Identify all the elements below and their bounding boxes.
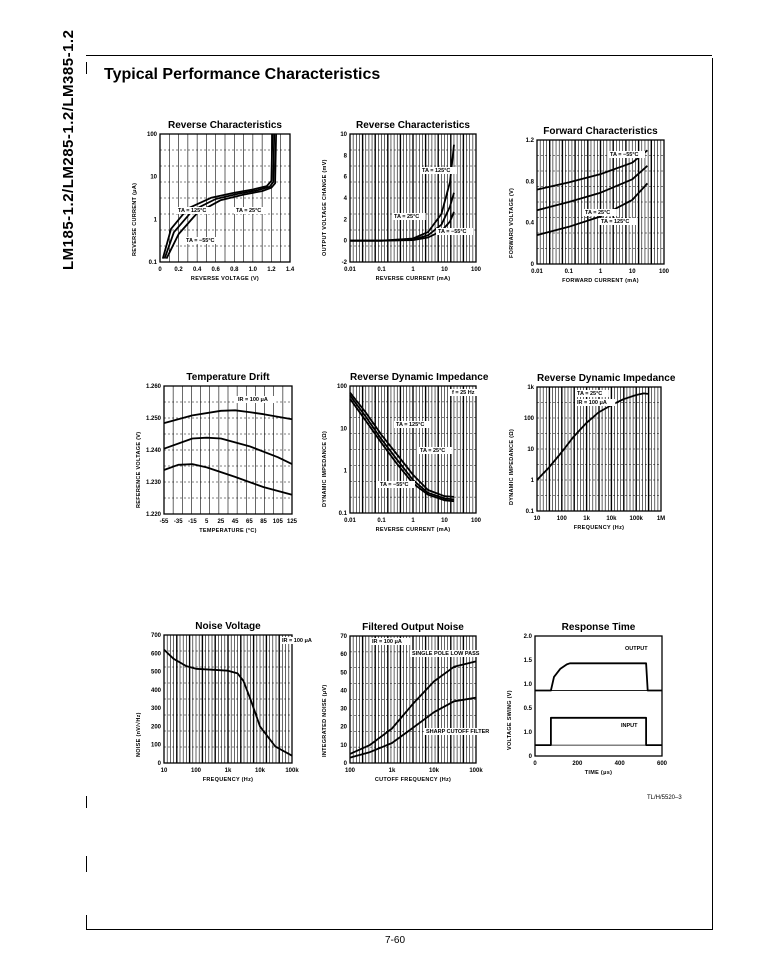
x-tick-label: 1.4 (285, 267, 295, 273)
x-tick-label: 100 (470, 518, 482, 524)
margin-tick (86, 915, 87, 929)
x-tick-label: -15 (188, 519, 197, 525)
series-annotation: INPUT (621, 723, 638, 729)
y-tick-label: 1.230 (145, 480, 161, 486)
chart-svg (505, 372, 705, 572)
y-tick-label: 40 (340, 688, 347, 695)
y-tick-label: 100 (150, 742, 161, 749)
series-annotation: TA = 25°C (420, 448, 446, 454)
chart-noise-voltage (118, 616, 318, 816)
x-tick-label: -55 (159, 519, 169, 525)
chart-svg (118, 616, 318, 816)
chart-reverse-dynamic-impedance-frequency (505, 372, 705, 572)
x-tick-label: 0.6 (211, 267, 220, 273)
y-tick-label: 500 (150, 669, 161, 676)
chart-forward-characteristics (505, 124, 705, 324)
series-annotation: TA = 25°C (236, 208, 262, 214)
figure-id: TL/H/5520–3 (647, 795, 682, 801)
chart-reverse-characteristics-current (322, 120, 522, 320)
x-tick-label: 45 (231, 519, 239, 525)
chart-title: Temperature Drift (186, 372, 270, 383)
page-border-top (86, 55, 712, 56)
y-axis-label: OUTPUT VOLTAGE CHANGE (mV) (322, 159, 328, 256)
chart-reverse-characteristics-voltage (118, 120, 318, 320)
x-tick-label: 10 (441, 267, 448, 273)
y-tick-label: 300 (150, 706, 161, 713)
y-tick-label: 100 (146, 132, 157, 138)
y-axis-label: INTEGRATED NOISE (μV) (322, 684, 328, 757)
chart-svg (322, 120, 522, 320)
series-annotation: TA = 125°C (178, 208, 207, 214)
x-tick-label: 0.8 (230, 267, 239, 273)
series-line (537, 166, 647, 211)
y-tick-label: 8 (343, 153, 347, 160)
x-tick-label: 1k (583, 516, 590, 522)
y-tick-label: 1k (527, 385, 534, 391)
y-tick-label: 1.220 (145, 512, 161, 518)
y-tick-label: 100 (523, 416, 534, 422)
y-tick-label: 1.0 (523, 730, 532, 736)
x-tick-label: 10 (533, 516, 541, 522)
x-tick-label: 1 (598, 269, 603, 275)
margin-tick (86, 62, 87, 74)
series-annotation: TA = −55°C (610, 152, 639, 158)
x-tick-label: 100 (344, 768, 356, 774)
y-tick-label: 600 (150, 651, 161, 658)
x-tick-label: 400 (614, 761, 625, 767)
y-tick-label: 0 (343, 761, 347, 767)
x-tick-label: 0.01 (344, 267, 356, 273)
y-tick-label: 2.0 (523, 634, 532, 640)
x-tick-label: 100 (190, 768, 202, 774)
y-tick-label: 10 (527, 447, 534, 453)
x-axis-label: REVERSE VOLTAGE (V) (190, 276, 260, 282)
x-tick-label: 1.2 (267, 267, 276, 273)
y-axis-label: FORWARD VOLTAGE (V) (509, 187, 515, 258)
y-tick-label: 30 (340, 706, 347, 713)
y-tick-label: 1.0 (523, 682, 532, 688)
x-tick-label: 0.1 (377, 267, 386, 273)
chart-title: Reverse Characteristics (356, 120, 470, 131)
chart-svg (322, 617, 522, 817)
y-tick-label: 0.1 (148, 260, 157, 266)
x-tick-label: 1 (411, 267, 415, 273)
x-tick-label: 1.0 (248, 267, 258, 273)
x-tick-label: 0 (533, 761, 537, 767)
x-tick-label: 65 (245, 519, 253, 525)
series-annotation: f = 25 Hz (452, 390, 475, 396)
chart-grid (350, 386, 476, 513)
y-tick-label: 1 (153, 217, 157, 224)
y-tick-label: 0 (528, 754, 532, 760)
series-annotation: TA = −55°C (186, 238, 215, 244)
y-tick-label: 6 (343, 174, 347, 181)
page-border-right (712, 58, 713, 930)
x-axis-label: CUTOFF FREQUENCY (Hz) (374, 777, 452, 783)
chart-grid (350, 134, 476, 262)
y-tick-label: 1.240 (145, 448, 161, 454)
chart-temperature-drift (118, 369, 318, 569)
series-annotation: TA = 25°C (394, 214, 420, 220)
series-annotation: TA = 125°C (601, 219, 630, 225)
page-border-bottom (86, 929, 712, 930)
series-annotation: IR = 100 μA (238, 397, 268, 403)
x-tick-label: 10 (441, 518, 448, 524)
y-tick-label: 60 (340, 652, 347, 659)
y-axis-label: DYNAMIC IMPEDANCE (Ω) (322, 430, 328, 507)
y-axis-label: REVERSE CURRENT (μA) (132, 182, 138, 256)
y-tick-label: 0 (343, 238, 347, 245)
y-tick-label: 0.8 (525, 179, 534, 186)
y-tick-label: 700 (150, 633, 161, 639)
x-tick-label: 100 (556, 516, 567, 522)
part-number-side-label: LM185-1.2/LM285-1.2/LM385-1.2 (60, 29, 77, 270)
chart-filtered-output-noise (322, 617, 522, 817)
chart-grid (537, 140, 664, 264)
page-number: 7-60 (385, 935, 406, 946)
x-tick-label: 0.01 (531, 269, 543, 275)
x-tick-label: 25 (217, 519, 225, 525)
margin-tick (86, 856, 87, 872)
chart-title: Response Time (561, 622, 636, 633)
y-tick-label: 2 (343, 217, 347, 224)
chart-title: Reverse Characteristics (168, 120, 282, 131)
x-tick-label: 0.1 (377, 518, 386, 524)
chart-title: Filtered Output Noise (362, 622, 464, 633)
x-tick-label: 0.2 (174, 267, 183, 273)
chart-svg (322, 370, 522, 570)
y-tick-label: 10 (150, 174, 157, 181)
x-axis-label: FREQUENCY (Hz) (202, 777, 254, 783)
x-axis-label: FREQUENCY (Hz) (573, 525, 625, 531)
y-tick-label: 0.1 (338, 511, 347, 517)
x-tick-label: 10k (606, 516, 617, 522)
y-axis-label: REFERENCE VOLTAGE (V) (136, 431, 142, 508)
x-tick-label: 0.01 (344, 518, 356, 524)
y-axis-label: NOISE (nV/√Hz) (136, 712, 142, 757)
y-tick-label: 200 (150, 724, 161, 731)
chart-svg (505, 617, 705, 817)
y-tick-label: 0.1 (525, 509, 534, 515)
chart-svg (505, 124, 705, 324)
x-axis-label: TEMPERATURE (°C) (199, 528, 257, 534)
y-tick-label: 10 (340, 132, 347, 138)
x-tick-label: 10k (254, 768, 266, 774)
x-tick-label: 100k (285, 768, 299, 774)
series-annotation: SHARP CUTOFF FILTER (426, 729, 490, 735)
chart-grid (164, 386, 292, 514)
chart-grid (160, 134, 290, 262)
x-tick-label: 200 (572, 761, 583, 767)
x-tick-label: 0.4 (192, 267, 202, 273)
x-tick-label: 0 (158, 267, 162, 273)
x-tick-label: 125 (286, 519, 298, 525)
x-tick-label: 5 (204, 519, 209, 525)
y-axis-label: VOLTAGE SWING (V) (507, 690, 513, 750)
y-tick-label: 1.260 (145, 384, 161, 390)
series-annotation: TA = −55°C (438, 229, 467, 235)
margin-tick (86, 796, 87, 808)
x-tick-label: 85 (260, 519, 267, 525)
series-annotation: OUTPUT (625, 646, 648, 652)
x-tick-label: 100 (470, 267, 482, 273)
x-axis-label: TIME (μs) (584, 770, 613, 776)
series-annotation: IR = 100 μA (577, 400, 607, 406)
y-axis-label: DYNAMIC IMPEDANCE (Ω) (509, 428, 515, 505)
series-annotation: TA = 125°C (396, 422, 425, 428)
series-annotation: TA = −55°C (380, 482, 409, 488)
x-axis-label: REVERSE CURRENT (mA) (375, 527, 451, 533)
series-line (535, 663, 662, 690)
x-tick-label: 105 (272, 519, 283, 525)
y-tick-label: 1.5 (523, 658, 532, 664)
y-tick-label: 10 (340, 742, 347, 749)
y-tick-label: 0.5 (523, 706, 532, 712)
y-tick-label: 20 (340, 724, 347, 731)
y-tick-label: 1 (530, 478, 534, 484)
series-annotation: SINGLE POLE LOW PASS (412, 651, 480, 657)
y-tick-label: 0 (530, 262, 534, 268)
chart-title: Reverse Dynamic Impedance (350, 372, 489, 383)
series-annotation: IR = 100 μA (282, 638, 312, 644)
x-tick-label: 100k (469, 768, 483, 774)
y-tick-label: 0.4 (525, 220, 534, 227)
x-tick-label: -35 (173, 519, 183, 525)
series-annotation: TA = 125°C (422, 168, 451, 174)
y-tick-label: 1.250 (145, 416, 161, 422)
x-tick-label: 100 (658, 269, 670, 275)
y-tick-label: 1.2 (525, 138, 534, 144)
chart-response-time (505, 617, 705, 817)
series-annotation: TA = 25°C (585, 210, 611, 216)
page-heading: Typical Performance Characteristics (104, 66, 381, 83)
x-tick-label: 1M (656, 516, 666, 522)
x-tick-label: 1k (388, 768, 396, 774)
chart-title: Reverse Dynamic Impedance (537, 373, 676, 384)
x-tick-label: 100k (629, 516, 643, 522)
chart-title: Noise Voltage (195, 621, 261, 632)
x-tick-label: 10 (628, 269, 636, 275)
chart-svg (118, 369, 318, 569)
series-annotation: TA = 25°C (577, 391, 603, 397)
x-tick-label: 1k (224, 768, 232, 774)
y-tick-label: 10 (340, 426, 347, 433)
x-axis-label: FORWARD CURRENT (mA) (562, 278, 639, 284)
x-tick-label: 10k (428, 768, 440, 774)
series-line (535, 718, 662, 745)
x-tick-label: 600 (656, 761, 668, 767)
y-tick-label: 1 (343, 468, 347, 475)
y-tick-label: 100 (336, 384, 347, 390)
x-tick-label: 10 (160, 768, 168, 774)
y-tick-label: 70 (340, 634, 347, 640)
chart-svg (118, 120, 318, 320)
x-axis-label: REVERSE CURRENT (mA) (375, 276, 451, 282)
x-tick-label: 1 (411, 518, 415, 524)
chart-reverse-dynamic-impedance-current (322, 370, 522, 570)
y-tick-label: -2 (341, 260, 347, 266)
y-tick-label: 0 (157, 761, 161, 767)
y-tick-label: 400 (150, 687, 161, 694)
plot-frame (535, 636, 662, 756)
y-tick-label: 50 (340, 670, 347, 677)
series-annotation: IR = 100 μA (372, 639, 402, 645)
y-tick-label: 4 (343, 196, 347, 202)
x-tick-label: 0.1 (564, 269, 573, 275)
chart-title: Forward Characteristics (543, 126, 658, 137)
